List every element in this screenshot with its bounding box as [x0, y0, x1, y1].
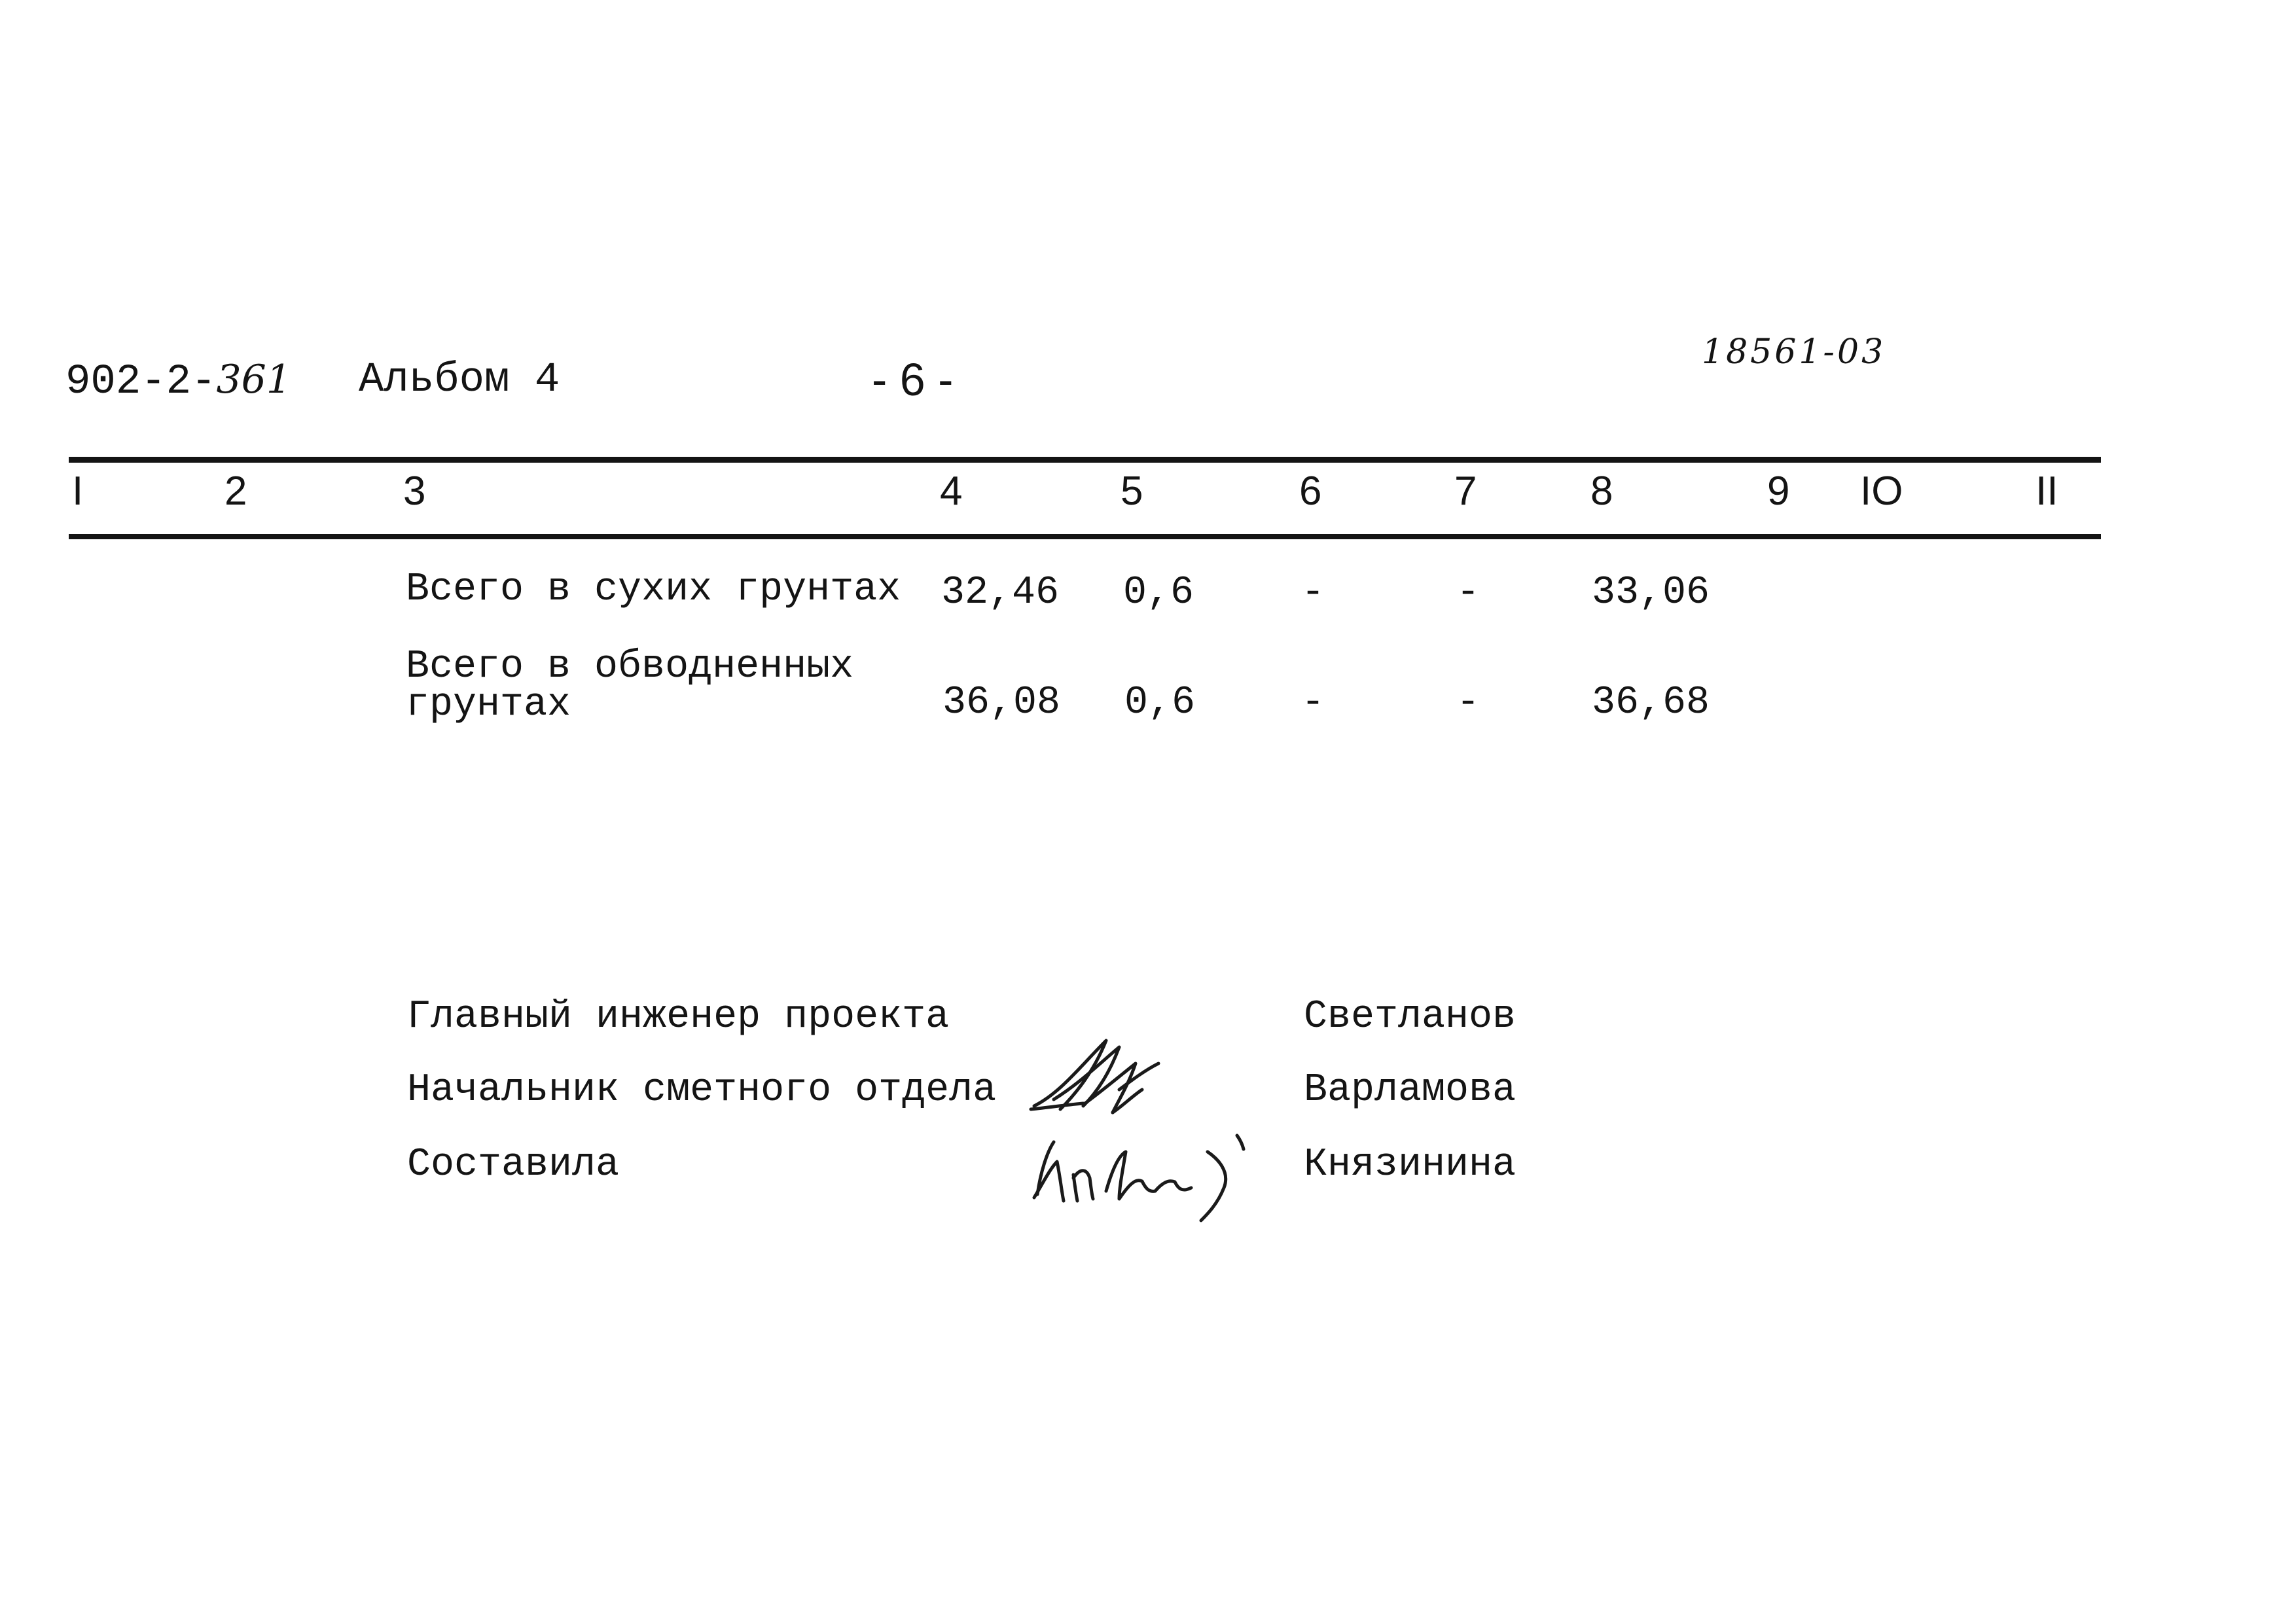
signature-role-compiler: Составила — [407, 1143, 620, 1187]
album-label: Альбом 4 — [359, 357, 560, 404]
column-number-9: 9 — [1767, 469, 1790, 514]
column-number-10: IO — [1860, 469, 1903, 514]
row-1-col-5: 0,6 — [1123, 571, 1194, 615]
row-1-col-7: - — [1456, 571, 1480, 615]
signature-role-estimate-head: Начальник сметного отдела — [407, 1068, 997, 1113]
document-code-prefix: 902-2- — [65, 359, 217, 406]
row-2-col-8: 36,68 — [1592, 681, 1710, 725]
signature-name-compiler: Князинина — [1304, 1143, 1516, 1187]
row-2-label-line-2: грунтах — [406, 683, 571, 727]
column-number-7: 7 — [1454, 469, 1477, 514]
row-1-col-8: 33,06 — [1592, 571, 1710, 615]
row-2-col-4: 36,08 — [942, 681, 1061, 725]
row-2-col-7: - — [1456, 681, 1480, 725]
signature-name-estimate-head: Варламова — [1304, 1068, 1516, 1113]
archive-code: 18561-03 — [1702, 332, 1886, 372]
column-number-8: 8 — [1590, 469, 1613, 514]
column-number-3: 3 — [403, 469, 426, 514]
signature-role-chief-engineer: Главный инженер проекта — [407, 995, 950, 1039]
row-1-label: Всего в сухих грунтах — [406, 567, 901, 612]
table-top-rule — [69, 457, 2101, 463]
column-number-2: 2 — [224, 469, 247, 514]
page-number: - 6 - — [872, 354, 954, 405]
column-number-6: 6 — [1299, 469, 1322, 514]
column-number-11: II — [2036, 469, 2058, 514]
column-number-4: 4 — [940, 469, 963, 514]
table-header-bottom-rule — [69, 534, 2101, 539]
document-code-number: 361 — [216, 357, 291, 402]
row-1-col-4: 32,46 — [941, 571, 1060, 615]
document-code — [65, 357, 291, 406]
column-number-1: I — [72, 469, 84, 514]
row-1-col-6: - — [1301, 571, 1325, 615]
row-2-col-6: - — [1301, 681, 1325, 725]
handwritten-signatures — [1021, 1027, 1296, 1230]
column-number-5: 5 — [1121, 469, 1143, 514]
row-2-label-line-1: Всего в обводненных — [406, 645, 854, 689]
signature-name-chief-engineer: Светланов — [1304, 995, 1516, 1039]
row-2-col-5: 0,6 — [1124, 681, 1196, 725]
